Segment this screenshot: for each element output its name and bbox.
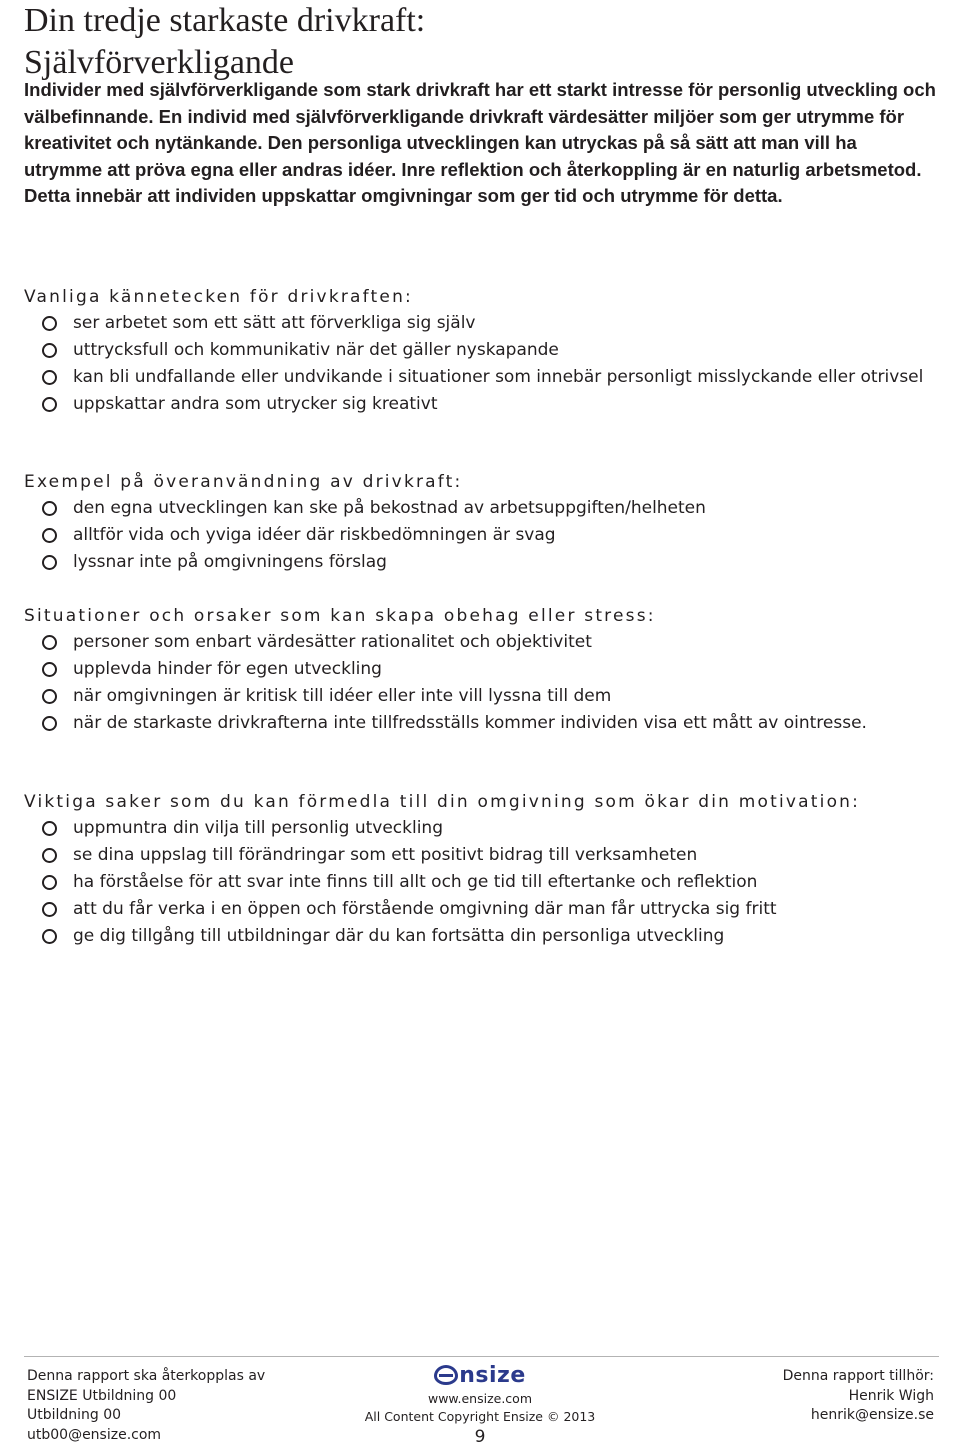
list-item-text: kan bli undfallande eller undvikande i situationer som innebär personligt misslyckande eller otrivsel [73,367,924,387]
list-item [24,923,939,950]
list-item-text: upplevda hinder för egen utveckling [73,659,382,679]
list-item-text: när omgivningen är kritisk till idéer eller inte vill lyssna till dem [73,686,612,706]
section-heading: Exempel på överanvändning av drivkraft: [24,472,463,492]
bullet-list [24,815,939,950]
list-item-text: uttrycksfull och kommunikativ när det gäller nyskapande [73,340,559,360]
footer-feedback-info [27,1367,265,1445]
list-item [24,337,939,364]
circle-bullet-icon [42,370,57,385]
list-item [24,522,939,549]
list-item-text: ge dig tillgång till utbildningar där du kan fortsätta din personliga utveckling [73,926,725,946]
list-item-text: uppmuntra din vilja till personlig utveckling [73,818,443,838]
list-item [24,310,939,337]
bullet-list [24,495,939,576]
list-item [24,896,939,923]
list-item [24,842,939,869]
list-item [24,629,939,656]
list-item-text: ser arbetet som ett sätt att förverkliga sig själv [73,313,476,333]
footer-feedback-name: Utbildning 00 [27,1407,122,1423]
list-item [24,683,939,710]
circle-bullet-icon [42,555,57,570]
footer-copyright: All Content Copyright Ensize © 2013 [364,1409,596,1424]
list-item-text: uppskattar andra som utrycker sig kreativt [73,394,438,414]
section-heading: Situationer och orsaker som kan skapa obehag eller stress: [24,606,656,626]
circle-bullet-icon [42,343,57,358]
list-item [24,549,939,576]
circle-bullet-icon [42,635,57,650]
section-heading: Viktiga saker som du kan förmedla till din omgivning som ökar din motivation: [24,792,861,812]
footer-owner-info [783,1367,934,1426]
list-item [24,710,939,737]
list-item [24,364,939,391]
list-item [24,391,939,418]
circle-bullet-icon [42,875,57,890]
circle-bullet-icon [42,716,57,731]
list-item [24,656,939,683]
footer-feedback-email[interactable]: utb00@ensize.com [27,1426,162,1443]
list-item-text: alltför vida och yviga idéer där riskbedömningen är svag [73,525,556,545]
footer-owner-label: Denna rapport tillhör: [782,1368,934,1384]
page-number: 9 [474,1427,486,1447]
list-item [24,815,939,842]
page-title-line-1: Din tredje starkaste drivkraft: [24,2,426,39]
footer-divider [24,1356,939,1357]
circle-bullet-icon [42,689,57,704]
list-item-text: se dina uppslag till förändringar som ett positivt bidrag till verksamheten [73,845,698,865]
list-item-text: ha förståelse för att svar inte finns till allt och ge tid till eftertanke och reflektion [73,872,758,892]
footer-feedback-org: ENSIZE Utbildning 00 [27,1387,177,1404]
circle-bullet-icon [42,662,57,677]
section-motivation-factors [24,789,939,950]
section-characteristics [24,284,939,418]
circle-bullet-icon [42,528,57,543]
page-title [24,0,425,84]
list-item-text: när de starkaste drivkrafterna inte tillfredsställs kommer individen visa ett mått av ointresse. [73,713,867,733]
circle-bullet-icon [42,397,57,412]
footer-website-link[interactable]: www.ensize.com [427,1391,533,1406]
footer-owner-name: Henrik Wigh [848,1387,934,1404]
footer-feedback-label: Denna rapport ska återkopplas av [27,1368,266,1384]
ensize-logo [434,1362,526,1388]
list-item-text: lyssnar inte på omgivningens förslag [73,552,387,572]
page-title-line-2: Självförverkligande [24,44,295,81]
circle-bullet-icon [42,902,57,917]
list-item [24,495,939,522]
list-item-text: att du får verka i en öppen och förstående omgivning där man får uttrycka sig fritt [73,899,777,919]
bullet-list [24,310,939,418]
list-item [24,869,939,896]
circle-bullet-icon [42,316,57,331]
circle-bullet-icon [42,929,57,944]
circle-bullet-icon [42,821,57,836]
circle-bullet-icon [42,848,57,863]
section-overuse-examples [24,469,939,576]
footer-branding [340,1362,620,1448]
intro-paragraph: Individer med självförverkligande som stark drivkraft har ett starkt intresse för personlig utveckling och välbefinnande. En individ med självförverkligande drivkraft värdesätter miljöer som ger utrymme för kreativitet och nytänkande. Den personliga utvecklingen kan utryckas på så sätt att man vill ha utrymme att pröva egna eller andras idéer. Inre reflektion och återkoppling är en naturlig arbetsmetod. Detta innebär att individen uppskattar omgivningar som ger tid och utrymme för detta. [24,79,936,206]
list-item-text: den egna utvecklingen kan ske på bekostnad av arbetsuppgiften/helheten [73,498,706,518]
footer-owner-email[interactable]: henrik@ensize.se [810,1407,934,1423]
circle-bullet-icon [42,501,57,516]
ensize-logo-text: nsize [459,1362,526,1388]
ensize-logo-e-icon [434,1365,458,1385]
section-stress-situations [24,603,939,737]
list-item-text: personer som enbart värdesätter rationalitet och objektivitet [73,632,592,652]
bullet-list [24,629,939,737]
section-heading: Vanliga kännetecken för drivkraften: [24,287,413,307]
